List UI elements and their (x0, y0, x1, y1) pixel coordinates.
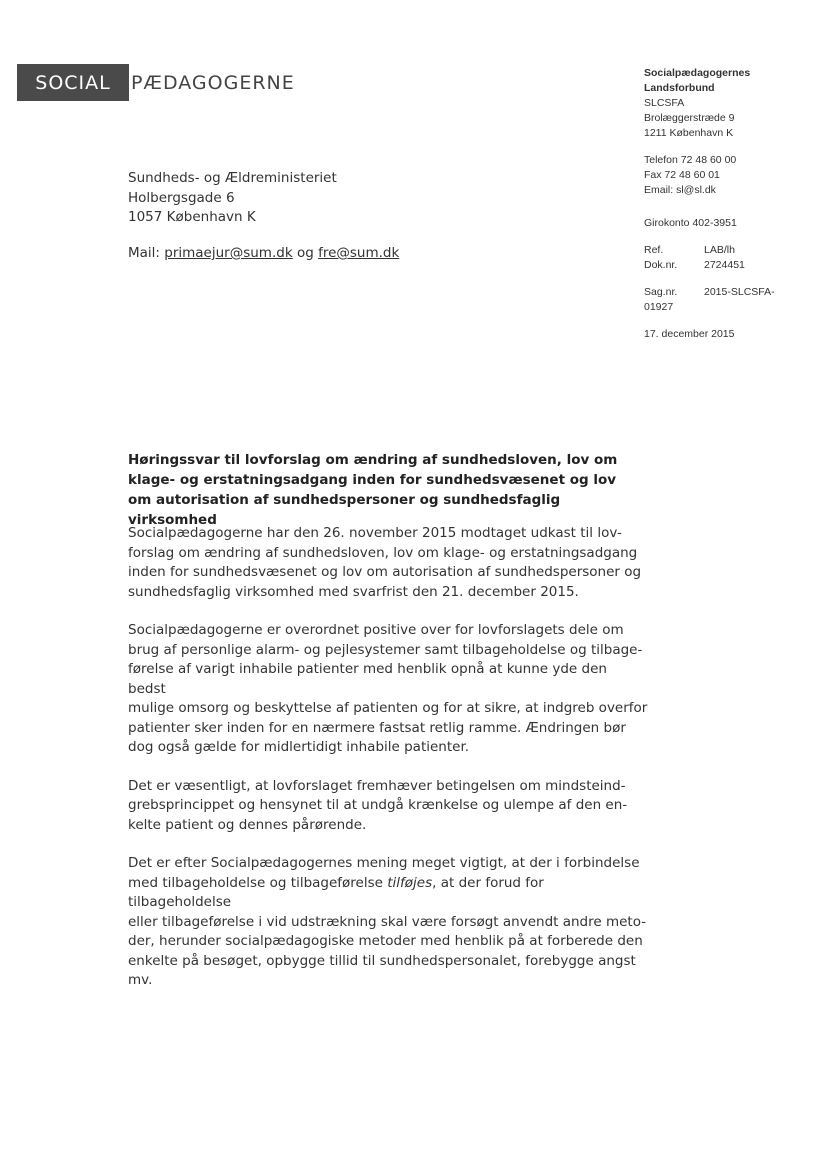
ref-row (644, 243, 814, 258)
letter-subject: Høringssvar til lovforslag om ændring af sundhedsloven, lov om klage- og erstatningsadgang inden for sundhedsvæsenet og lov om autorisation af sundhedspersoner og sundhedsfaglig virksomhed (128, 452, 618, 528)
dok-label: Dok.nr. (644, 259, 678, 271)
sender-email: Email: sl@sl.dk (644, 184, 716, 196)
sag-value: 2015-SLCSFA- (704, 286, 775, 298)
body-paragraph-2: Socialpædagogerne er overordnet positive over for lovforslagets dele om brug af personlige alarm- og pejlesystemer samt tilbageholdelse og tilbage- førelse af varigt inhabile patienter med henblik opnå at kunne yde den bedst mulige omsorg og beskyttelse af patienten og for at sikre, at indgreb overfor patienter sker inden for en nærmere fastsat retlig ramme. Ændringen bør dog også gælde for midlertidigt inhabile patienter. (128, 622, 648, 755)
ref-value: LAB/lh (704, 244, 735, 256)
sender-street: Brolæggerstræde 9 (644, 112, 735, 124)
sender-org-line2: Landsforbund (644, 82, 715, 94)
sag-row (644, 285, 814, 300)
sender-dept: SLCSFA (644, 97, 685, 109)
sag-label: Sag.nr. (644, 286, 678, 298)
body-paragraph-4-part2: , at der forud for tilbageholdelse eller tilbageførelse i vid udstrækning skal være forsøgt anvendt andre meto- der, herunder socialpædagogiske metoder med henblik på at forberede den enkelte på besøget, opbygge tillid til sundhedspersonalet, forebygge angst mv. (128, 874, 647, 988)
letter-body (128, 524, 648, 1010)
body-paragraph-3: Det er væsentligt, at lovforslaget fremhæver betingelsen om mindsteind- grebsprincippet og hensynet til at undgå krænkelse og ulempe af den en- kelte patient og dennes pårørende. (128, 777, 628, 833)
letter-date: 17. december 2015 (644, 328, 735, 340)
mail-line (128, 244, 399, 264)
recipient-name: Sundheds- og Ældreministeriet (128, 170, 337, 186)
sender-giro: Girokonto 402-3951 (644, 217, 737, 229)
logo-left-word: SOCIAL (17, 64, 129, 101)
logo-right-word: PÆDAGOGERNE (131, 71, 295, 94)
sender-phone: Telefon 72 48 60 00 (644, 154, 737, 166)
sender-org-line1: Socialpædagogernes (644, 67, 751, 79)
sender-info (644, 66, 814, 342)
body-paragraph-4-part1: Det er efter Socialpædagogernes mening meget vigtigt, at der i forbindelse med tilbageholdelse og tilbageførelse (128, 855, 640, 891)
organization-logo (17, 64, 295, 101)
mail-link-fre[interactable]: fre@sum.dk (318, 245, 400, 261)
dok-value: 2724451 (704, 259, 745, 271)
body-paragraph-1: Socialpædagogerne har den 26. november 2015 modtaget udkast til lov- forslag om ændring af sundhedsloven, lov om klage- og erstatningsadgang inden for sundhedsvæsenet og lov om autorisation af sundhedspersoner og sundhedsfaglig virksomhed med svarfrist den 21. december 2015. (128, 525, 642, 600)
body-paragraph-4 (128, 854, 648, 991)
body-paragraph-4-emphasis: tilføjes (387, 874, 433, 891)
recipient-address (128, 169, 337, 228)
mail-link-primaejur[interactable]: primaejur@sum.dk (164, 245, 293, 261)
mail-label: Mail: (128, 245, 165, 261)
recipient-street: Holbergsgade 6 (128, 189, 235, 206)
sender-fax: Fax 72 48 60 01 (644, 169, 720, 181)
dok-row (644, 258, 814, 273)
mail-conjunction: og (292, 245, 319, 261)
recipient-city: 1057 København K (128, 209, 256, 225)
sag-value-cont: 01927 (644, 301, 674, 313)
sender-city: 1211 København K (644, 127, 734, 139)
ref-label: Ref. (644, 244, 664, 256)
